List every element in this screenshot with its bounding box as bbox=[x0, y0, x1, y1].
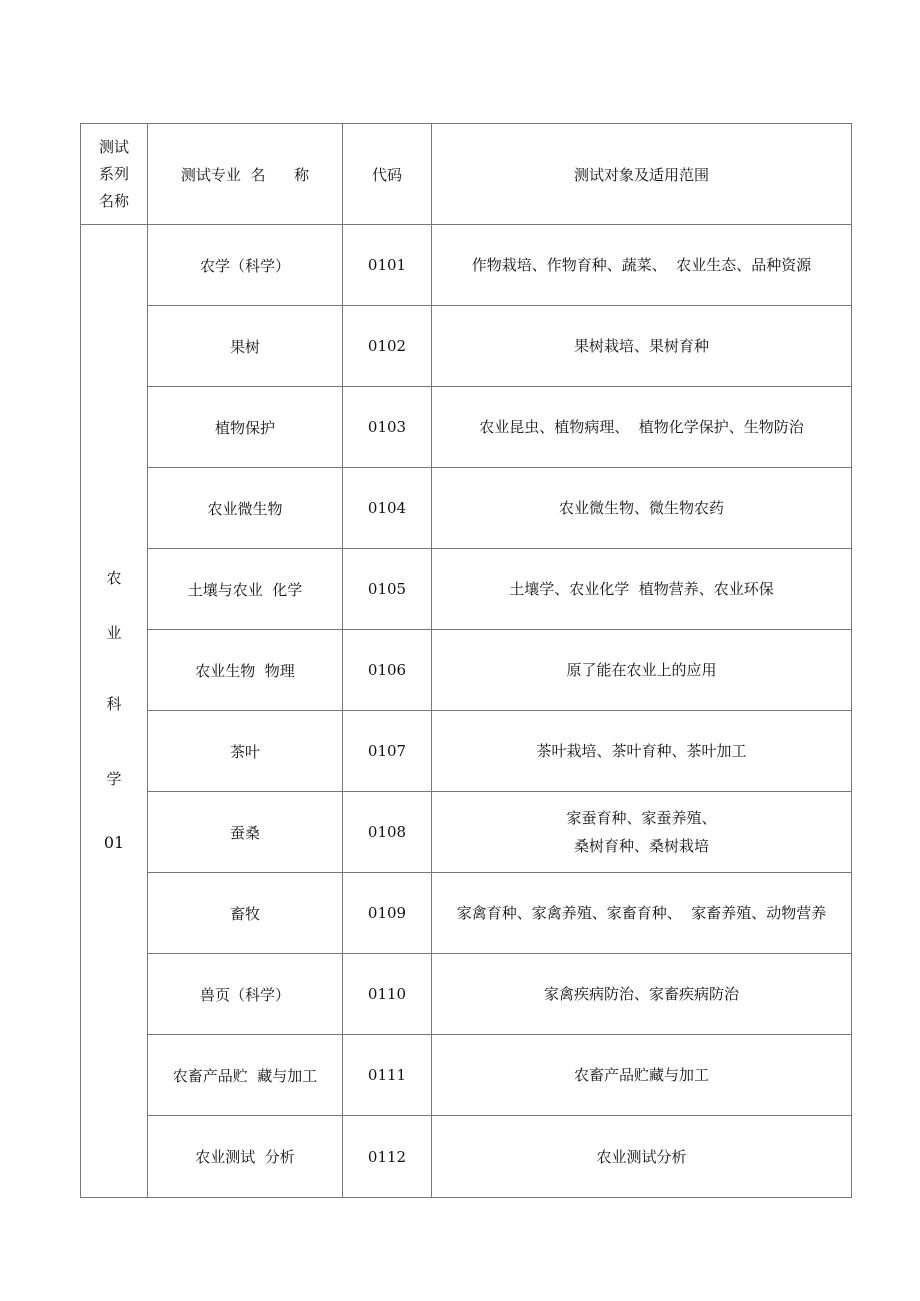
major-name-cell: 畜牧 bbox=[148, 873, 343, 954]
series-char: 科 bbox=[106, 695, 122, 713]
scope-line: 农业昆虫、植物病理、 植物化学保护、生物防治 bbox=[479, 418, 804, 436]
code-cell: 0101 bbox=[343, 225, 432, 306]
table-row bbox=[81, 954, 852, 1035]
code-cell: 0112 bbox=[343, 1116, 432, 1198]
major-name-cell: 茶叶 bbox=[148, 711, 343, 792]
scope-line: 农畜产品贮藏与加工 bbox=[573, 1066, 709, 1084]
table-row bbox=[81, 630, 852, 711]
scope-cell bbox=[432, 630, 852, 711]
code-cell: 0109 bbox=[343, 873, 432, 954]
scope-cell bbox=[432, 387, 852, 468]
scope-cell bbox=[432, 468, 852, 549]
series-char: 业 bbox=[106, 624, 122, 642]
scope-line: 农业测试分析 bbox=[596, 1147, 687, 1166]
major-name-cell: 农畜产品贮 藏与加工 bbox=[148, 1035, 343, 1116]
table-row bbox=[81, 1035, 852, 1116]
code-cell: 0103 bbox=[343, 387, 432, 468]
scope-line: 茶叶栽培、茶叶育种、茶叶加工 bbox=[536, 742, 747, 760]
header-scope: 测试对象及适用范围 bbox=[432, 124, 852, 225]
scope-cell bbox=[432, 549, 852, 630]
scope-cell bbox=[432, 225, 852, 306]
scope-line: 家禽疾病防治、家畜疾病防治 bbox=[543, 985, 739, 1003]
table-row bbox=[81, 549, 852, 630]
major-name-cell: 蚕桑 bbox=[148, 792, 343, 873]
scope-cell bbox=[432, 1116, 852, 1198]
header-series-name: 测试 系列 名称 bbox=[81, 124, 148, 225]
series-char: 学 bbox=[106, 770, 122, 788]
major-name-cell: 农业测试 分析 bbox=[148, 1116, 343, 1198]
major-name-cell: 农业生物 物理 bbox=[148, 630, 343, 711]
scope-line: 桑树育种、桑树栽培 bbox=[573, 837, 709, 855]
series-char: 农 bbox=[106, 569, 122, 587]
table-row bbox=[81, 387, 852, 468]
header-row bbox=[81, 124, 852, 225]
scope-line: 原了能在农业上的应用 bbox=[566, 661, 717, 679]
series-name-cell bbox=[81, 225, 148, 1198]
major-name-cell: 果树 bbox=[148, 306, 343, 387]
code-cell: 0110 bbox=[343, 954, 432, 1035]
code-cell: 0108 bbox=[343, 792, 432, 873]
scope-line: 家蚕育种、家蚕养殖、 bbox=[566, 809, 717, 827]
scope-line: 农业微生物、微生物农药 bbox=[558, 499, 724, 517]
table-row bbox=[81, 225, 852, 306]
scope-cell bbox=[432, 1035, 852, 1116]
specialty-table bbox=[80, 123, 852, 1198]
table-row bbox=[81, 792, 852, 873]
code-cell: 0107 bbox=[343, 711, 432, 792]
code-cell: 0102 bbox=[343, 306, 432, 387]
scope-line: 作物栽培、作物育种、蔬菜、 农业生态、品种资源 bbox=[471, 256, 812, 274]
header-major-name: 测试专业 名 称 bbox=[148, 124, 343, 225]
code-cell: 0106 bbox=[343, 630, 432, 711]
code-cell: 0105 bbox=[343, 549, 432, 630]
header-code: 代码 bbox=[343, 124, 432, 225]
scope-cell bbox=[432, 306, 852, 387]
table-row bbox=[81, 306, 852, 387]
major-name-cell: 农学（科学） bbox=[148, 225, 343, 306]
scope-line: 家禽育种、家禽养殖、家畜育种、 家畜养殖、动物营养 bbox=[456, 904, 827, 922]
table-row bbox=[81, 1116, 852, 1198]
major-name-cell: 农业微生物 bbox=[148, 468, 343, 549]
major-name-cell: 植物保护 bbox=[148, 387, 343, 468]
code-cell: 0104 bbox=[343, 468, 432, 549]
code-cell: 0111 bbox=[343, 1035, 432, 1116]
table-row bbox=[81, 711, 852, 792]
series-number: 01 bbox=[103, 833, 125, 852]
scope-line: 果树栽培、果树育种 bbox=[573, 337, 709, 355]
scope-cell bbox=[432, 873, 852, 954]
major-name-cell: 兽页（科学） bbox=[148, 954, 343, 1035]
scope-line: 土壤学、农业化学 植物营养、农业环保 bbox=[509, 580, 774, 598]
table-row bbox=[81, 468, 852, 549]
table-row bbox=[81, 873, 852, 954]
major-name-cell: 土壤与农业 化学 bbox=[148, 549, 343, 630]
scope-cell bbox=[432, 792, 852, 873]
scope-cell bbox=[432, 954, 852, 1035]
scope-cell bbox=[432, 711, 852, 792]
